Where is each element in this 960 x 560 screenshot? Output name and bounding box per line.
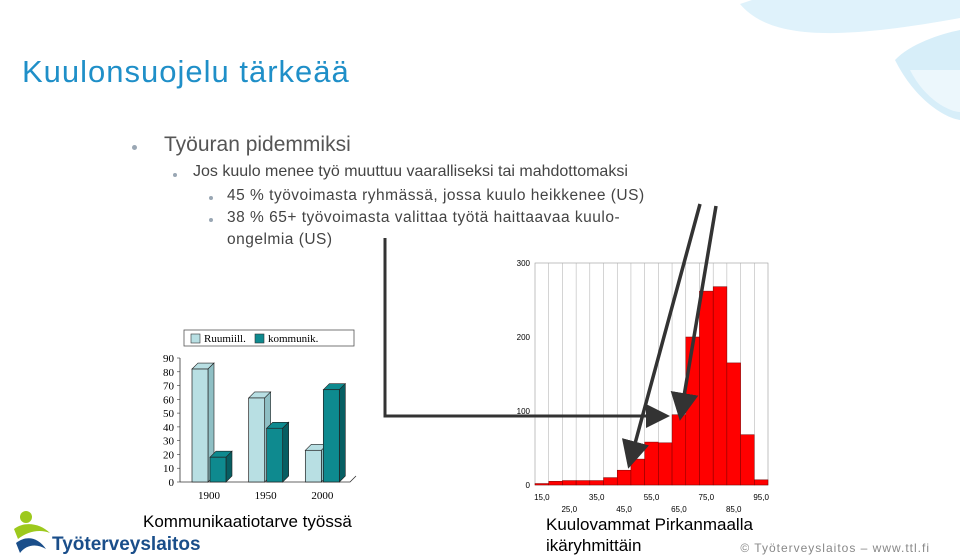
y-tick-label: 40 bbox=[163, 421, 174, 434]
y-tick-label: 70 bbox=[163, 380, 174, 393]
x-tick-label: 2000 bbox=[311, 490, 334, 502]
x-tick-label: 1900 bbox=[198, 490, 220, 502]
y-tick-label: 10 bbox=[163, 463, 174, 476]
left-chart-caption: Kommunikaatiotarve työssä bbox=[143, 512, 352, 531]
y-tick-label: 60 bbox=[163, 394, 174, 407]
y-tick-label: 300 bbox=[516, 259, 530, 268]
arrow-45pct bbox=[630, 204, 700, 462]
right-chart-caption-line2: ikäryhmittäin bbox=[546, 536, 642, 555]
y-tick-label: 90 bbox=[163, 353, 174, 365]
y-tick-label: 20 bbox=[163, 449, 174, 462]
x-tick-label: 15,0 bbox=[534, 493, 550, 502]
y-tick-label: 200 bbox=[516, 333, 530, 342]
x-tick-label: 35,0 bbox=[588, 493, 605, 502]
arrow-bullet-to-chart bbox=[385, 238, 664, 416]
bullet-level2: Jos kuulo menee työ muuttuu vaaralliseksi tai mahdottomaksi bbox=[193, 163, 628, 180]
x-tick-label: 95,0 bbox=[753, 493, 769, 502]
x-tick-label: 45,0 bbox=[616, 505, 632, 514]
x-tick-label: 25,0 bbox=[561, 505, 578, 514]
bullet-level3b-line2: ongelmia (US) bbox=[227, 231, 333, 248]
y-tick-label: 0 bbox=[525, 481, 530, 490]
footer-text: © Työterveyslaitos – www.ttl.fi bbox=[740, 541, 930, 555]
x-tick-label: 75,0 bbox=[698, 493, 715, 502]
y-tick-label: 30 bbox=[163, 435, 174, 448]
slide-title: Kuulonsuojelu tärkeää bbox=[22, 54, 350, 89]
y-tick-label: 0 bbox=[168, 477, 174, 489]
x-tick-label: 1950 bbox=[254, 490, 277, 502]
right-chart-caption-line1: Kuulovammat Pirkanmaalla bbox=[546, 515, 753, 534]
bullet-level3b-line1: 38 % 65+ työvoimasta valittaa työtä haittaavaa kuulo- bbox=[227, 209, 621, 226]
y-tick-label: 100 bbox=[516, 407, 530, 416]
y-tick-label: 50 bbox=[163, 408, 174, 421]
legend-label-ruumiill: Ruumiill. bbox=[204, 333, 246, 345]
x-tick-label: 55,0 bbox=[643, 493, 660, 502]
bullet-level3a: 45 % työvoimasta ryhmässä, jossa kuulo heikkenee (US) bbox=[227, 187, 645, 204]
arrow-38pct bbox=[681, 206, 716, 414]
y-tick-label: 80 bbox=[163, 366, 174, 379]
bullet-level1: Työuran pidemmiksi bbox=[164, 133, 351, 156]
legend-label-kommunik: kommunik. bbox=[268, 333, 319, 345]
x-tick-label: 85,0 bbox=[725, 505, 742, 514]
x-tick-label: 65,0 bbox=[671, 505, 687, 514]
ttl-logo-text: Työterveyslaitos bbox=[52, 534, 201, 555]
ttl-logo-icon bbox=[10, 505, 54, 555]
